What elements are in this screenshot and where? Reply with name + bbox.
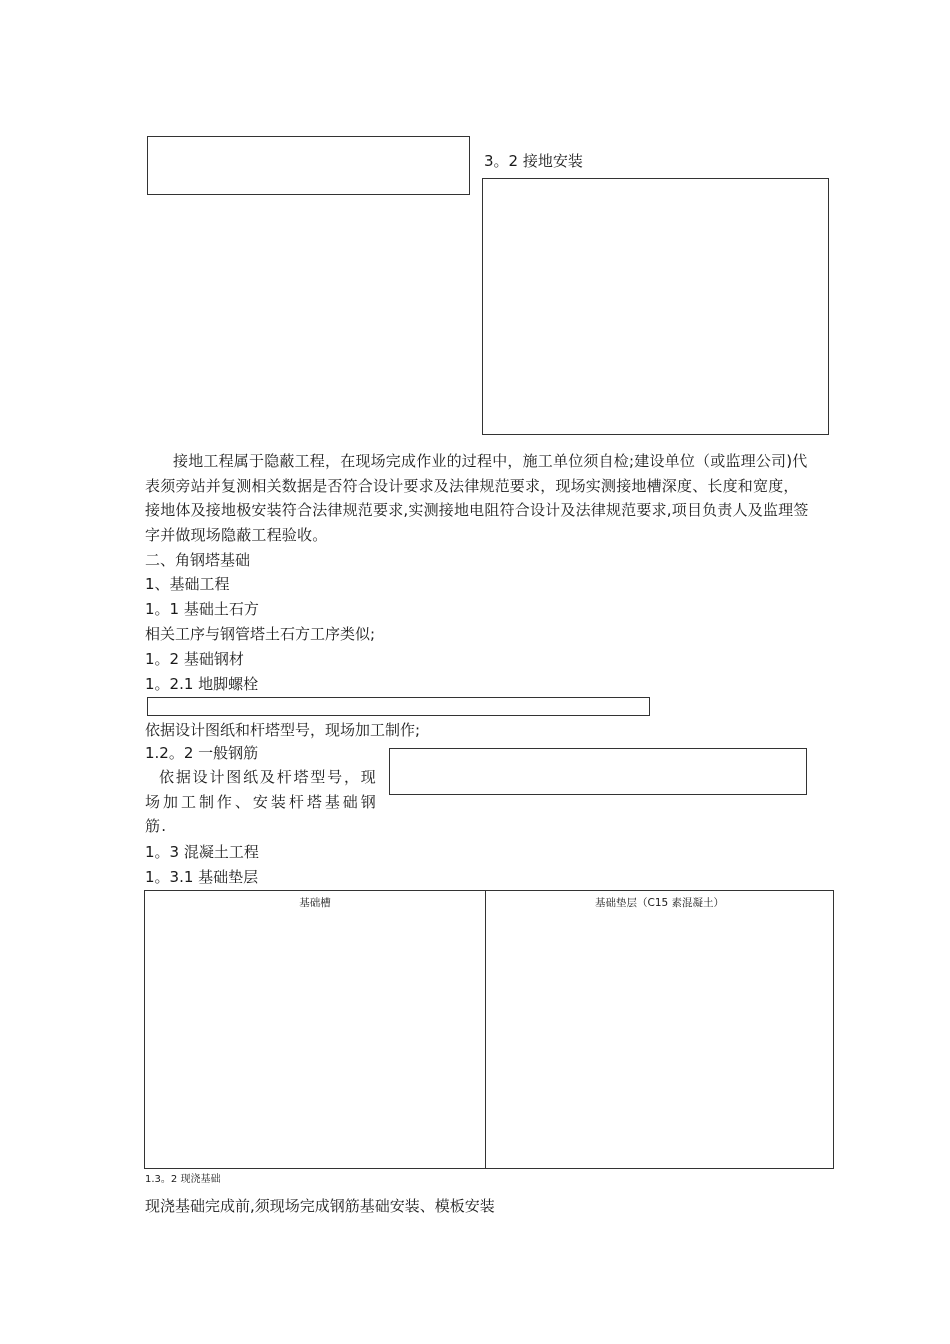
figure-table: [144, 890, 834, 1169]
heading-foundation-cushion: 1。3.1 基础垫层: [145, 868, 259, 886]
heading-anchor-bolt: 1。2.1 地脚螺栓: [145, 675, 259, 693]
heading-cast-in-place-foundation: 1.3。2 现浇基础: [145, 1174, 221, 1185]
text-cast-in-place-foundation: 现浇基础完成前,须现场完成钢筋基础安装、模板安装: [145, 1197, 495, 1215]
heading-angle-steel-tower-foundation: 二、角钢塔基础: [145, 551, 251, 569]
heading-foundation-steel: 1。2 基础钢材: [145, 650, 244, 668]
text-anchor-bolt: 依据设计图纸和杆塔型号，现场加工制作;: [145, 721, 421, 739]
heading-foundation-works: 1、基础工程: [145, 575, 230, 593]
section-heading-3-2: 3。2 接地安装: [484, 152, 583, 170]
text-earthwork: 相关工序与钢管塔土石方工序类似;: [145, 625, 376, 643]
heading-general-rebar: 1.2。2 一般钢筋: [145, 744, 259, 762]
image-placeholder-rebar: [389, 748, 807, 795]
image-placeholder-top-left: [147, 136, 470, 195]
grounding-paragraph: 接地工程属于隐蔽工程，在现场完成作业的过程中，施工单位须自检;建设单位（或监理公司)代表须旁站并复测相关数据是否符合设计要求及法律规范要求，现场实测接地槽深度、长度和宽度，接地体及接地极安装符合法律规范要求,实测接地电阻符合设计及法律规范要求,项目负责人及监理签字并做现场隐蔽工程验收。: [145, 452, 809, 544]
figure-cell-foundation-cushion: [486, 891, 833, 1168]
figure-label-foundation-trench: 基础槽: [299, 897, 331, 909]
heading-earthwork: 1。1 基础土石方: [145, 600, 259, 618]
heading-concrete-works: 1。3 混凝土工程: [145, 843, 259, 861]
image-placeholder-grounding: [482, 178, 829, 435]
figure-label-foundation-cushion: 基础垫层（C15 素混凝土）: [594, 897, 725, 909]
text-general-rebar: 依据设计图纸及杆塔型号，现场加工制作、安装杆塔基础钢筋.: [145, 768, 377, 835]
figure-cell-foundation-trench: [145, 891, 486, 1168]
image-placeholder-anchor-bolt: [147, 697, 650, 716]
